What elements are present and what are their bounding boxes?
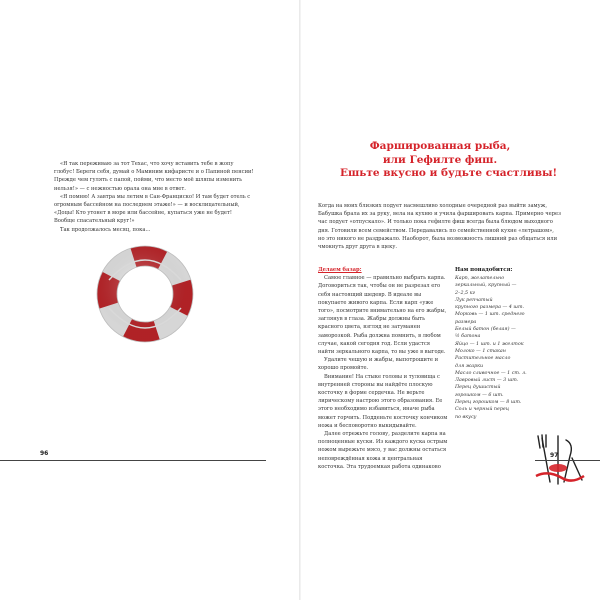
recipe-title-line: или Гефилте фиш. [382, 153, 498, 166]
ingredient-line: Перец душистый [455, 385, 501, 391]
ingredient-line: Морковь — 1 шт. среднего [455, 312, 525, 318]
page-rule [0, 460, 266, 461]
ingredient-line: Лавровый лист — 3 шт. [455, 378, 519, 384]
ingredient-line: Белый батон (белая) — [455, 327, 516, 333]
story-paragraph: «Я помню! А завтра мы летим в Сан-Франциско! И там будет отель с огромным бассейном на последнем этаже!» — и восклицательный, «Доцы! Кто утонет в море или бассейне, купаться уже не будет! Вообще спасательный круг!» [54, 193, 251, 225]
ingredients-column [455, 266, 545, 421]
life-ring-icon [95, 244, 195, 344]
ingredient-line: Молоко — 1 стакан [455, 348, 506, 354]
story-paragraph: «Я так переживаю за тот Техас, что хочу вставить тебе в жопу глобус! Береги себя, думай о Маминим кифаристе и о Папиной пенсии! Прежде чем гулять с папой, пойми, что место моё шляпы изменить нельзя!» — с нежностью орала она мне в ответ. [54, 161, 254, 192]
ingredient-line: размера [455, 319, 477, 325]
ingredient-line: Перец горошком — 8 шт. [455, 400, 522, 406]
ingredient-line: Лук репчатый [455, 297, 493, 303]
method-paragraph: Далее отрежьте голову, разделите карпа на полноценные куски. Из каждого куска острым ножом вырежьте мясо, у вас должны остаться неповреждённая кожа и центральная косточка. Эта трудоемкая работа одинаково [318, 431, 448, 470]
ingredients-list [455, 275, 545, 421]
ingredient-line: Масло сливочное — 1 ст. л. [455, 370, 527, 376]
intro-paragraph: Когда на моих близких подует насмешливо холодные очередной раз выйти замуж, Бабушка брала их за руку, вела на кухню и учила фаршировать карпа. Примерно через час подует «отпускало». И только пока гефилте фиш всегда была блюдом выходного дня. Готовили всем семейством. Передавались по семейственной кухне «летрашом», но это никого не раздражало. Наоборот, была возможность лишний раз общаться или чмокнуть друг друга в щеку. [318, 203, 561, 251]
recipe-intro [318, 202, 562, 251]
ingredient-line: Растительное масло [455, 356, 511, 362]
ingredient-line: Яйцо — 1 шт. и 1 желток [455, 341, 524, 347]
ingredient-line: крупного размера — 4 шт. [455, 305, 525, 311]
ingredient-line: 2–2,5 кг [455, 290, 475, 296]
recipe-title-line: Фаршированная рыба, [369, 140, 511, 152]
method-paragraph: Внимание! На стыке головы и туловища с внутренней стороны вы найдёте плоскую косточку в форме сердечка. Не верьте лирическому настрою этого образования. Ее этого необходимо избавиться, иначе рыба может горчить. Подденьте косточку кончиком ножа и бесповоротно выкидывайте. [318, 373, 448, 429]
ingredient-line: ½ батона [455, 334, 481, 340]
story-paragraph: Так продолжалось месяц, пока... [60, 226, 151, 233]
ingredient-line: для жарки [455, 363, 484, 369]
story-text [54, 160, 254, 234]
method-paragraph: Самое главное — правильно выбрать карпа. Договориться так, чтобы он не разрезал его себя настоящий шедевр. В идеале вы покупаете живого карпа. Если карп «уже того», посмотрите внимательно на его жабры, заглянув в глаза. Жабры должны быть красного цвета, взгляд не затуманен заморозкой. Рыба должна помнить, в любом случае, какой сегодня год. Если удастся найти зеркального карпа, то вы уже в выгоде. [318, 275, 447, 356]
ingredient-line: Соль и черный перец [455, 407, 510, 413]
page-number: 96 [40, 450, 49, 457]
page-rule [535, 460, 600, 461]
page-number: 97 [550, 452, 559, 459]
ingredients-title: Нам понадобится: [455, 267, 513, 273]
ingredient-line: зеркальный, крупный — [455, 283, 517, 289]
recipe-title-line: Ешьте вкусно и будьте счастливы! [340, 167, 558, 179]
recipe-title [340, 140, 558, 181]
method-column [318, 266, 448, 471]
ingredient-line: Карп, желательно [455, 276, 505, 281]
ingredient-line: горошком — 6 шт. [455, 392, 504, 398]
method-heading: Делаем базар: [318, 267, 362, 273]
ingredient-line: по вкусу [455, 414, 477, 420]
method-paragraph: Удалите чешую и жабры, выпотрошите и хорошо промойте. [318, 357, 439, 372]
